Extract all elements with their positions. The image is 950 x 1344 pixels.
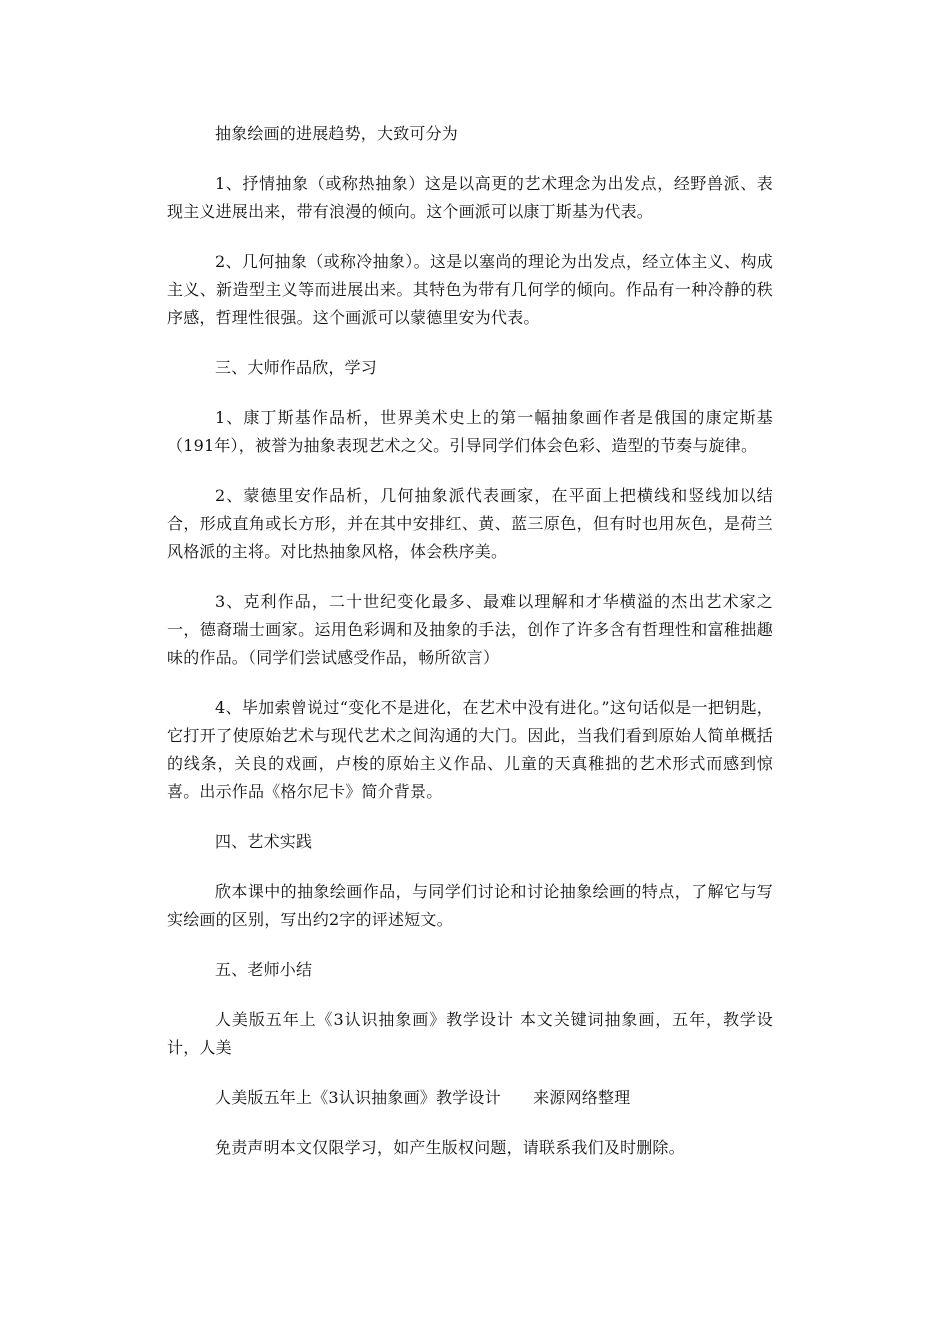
paragraph-intro: 抽象绘画的进展趋势，大致可分为 bbox=[215, 124, 459, 143]
paragraph-klee: 3、克利作品，二十世纪变化最多、最难以理解和才华横溢的杰出艺术家之一，德裔瑞士画家。运用色彩调和及抽象的手法，创作了许多含有哲理性和富稚拙趣味的作品。（同学们尝试感受作品，畅所欲言） bbox=[167, 592, 773, 667]
section-heading-summary: 五、老师小结 bbox=[215, 960, 313, 979]
section-heading-practice: 四、艺术实践 bbox=[215, 832, 313, 851]
paragraph-source: 人美版五年上《3认识抽象画》教学设计 来源网络整理 bbox=[215, 1088, 631, 1107]
paragraph-lyrical-abstraction: 1、抒情抽象（或称热抽象）这是以高更的艺术理念为出发点，经野兽派、表现主义进展出来，带有浪漫的倾向。这个画派可以康丁斯基为代表。 bbox=[167, 174, 773, 221]
paragraph-practice: 欣本课中的抽象绘画作品，与同学们讨论和讨论抽象绘画的特点，了解它与写实绘画的区别，写出约2字的评述短文。 bbox=[167, 882, 773, 929]
paragraph-picasso: 4、毕加索曾说过“变化不是进化，在艺术中没有进化。”这句话似是一把钥匙，它打开了使原始艺术与现代艺术之间沟通的大门。因此，当我们看到原始人简单概括的线条，关良的戏画，卢梭的原始主义作品、儿童的天真稚拙的艺术形式而感到惊喜。出示作品《格尔尼卡》简介背景。 bbox=[167, 698, 773, 801]
paragraph-mondrian: 2、蒙德里安作品析，几何抽象派代表画家，在平面上把横线和竖线加以结合，形成直角或长方形，并在其中安排红、黄、蓝三原色，但有时也用灰色，是荷兰风格派的主将。对比热抽象风格，体会秩序美。 bbox=[167, 486, 773, 561]
document-body bbox=[167, 120, 773, 1162]
paragraph-geometric-abstraction: 2、几何抽象（或称冷抽象）。这是以塞尚的理论为出发点，经立体主义、构成主义、新造型主义等而进展出来。其特色为带有几何学的倾向。作品有一种冷静的秩序感，哲理性很强。这个画派可以蒙德里安为代表。 bbox=[167, 252, 773, 327]
section-heading-masters: 三、大师作品欣，学习 bbox=[215, 358, 378, 377]
paragraph-disclaimer: 免责声明本文仅限学习，如产生版权问题，请联系我们及时删除。 bbox=[215, 1138, 685, 1157]
paragraph-keywords: 人美版五年上《3认识抽象画》教学设计 本文关键词抽象画，五年，教学设计，人美 bbox=[167, 1010, 773, 1057]
paragraph-kandinsky: 1、康丁斯基作品析，世界美术史上的第一幅抽象画作者是俄国的康定斯基（191年），被誉为抽象表现艺术之父。引导同学们体会色彩、造型的节奏与旋律。 bbox=[167, 408, 773, 455]
